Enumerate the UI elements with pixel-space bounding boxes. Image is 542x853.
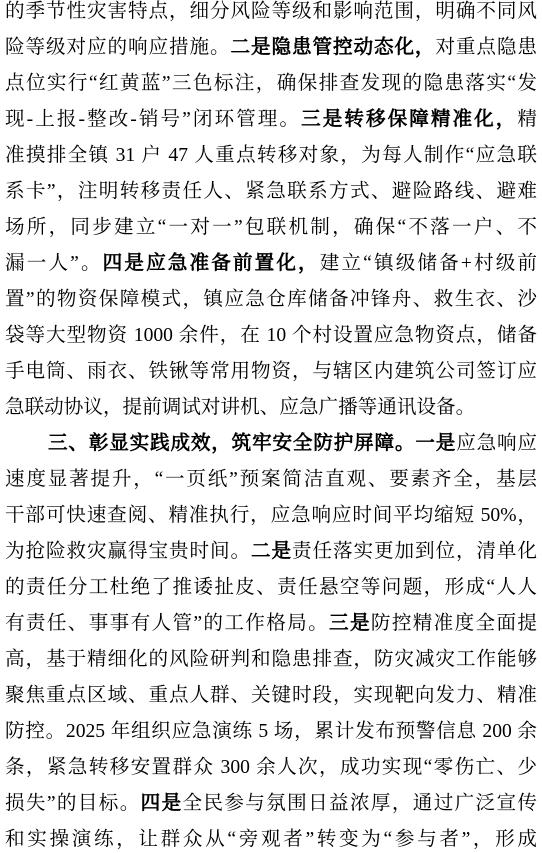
body-text: 点位实行“红黄蓝”三色标注，确保排查发现的隐患落实“发 xyxy=(5,73,537,94)
text-line xyxy=(5,288,537,312)
text-line xyxy=(5,36,537,60)
body-text: 和实操演练，让群众从“旁观者”转变为“参与者”，形成 xyxy=(5,829,537,850)
body-text: 对重点隐患 xyxy=(435,37,537,58)
text-line xyxy=(5,540,537,564)
body-text: 袋等大型物资 1000 余件，在 10 个村设置应急物资点，储备 xyxy=(5,325,537,346)
text-line xyxy=(5,252,537,276)
emphasis-text: 三是转移保障精准化， xyxy=(301,109,518,130)
text-line xyxy=(5,432,537,456)
text-line xyxy=(5,612,537,636)
body-text: 防控精准度全面提 xyxy=(370,613,537,634)
text-line xyxy=(5,648,537,672)
emphasis-text: 二是隐患管控动态化， xyxy=(230,37,436,58)
emphasis-text: 四是应急准备前置化， xyxy=(102,253,320,274)
text-line xyxy=(5,144,537,168)
body-text: 置”的物资保障模式，镇应急仓库储备冲锋舟、救生衣、沙 xyxy=(5,289,537,310)
body-text: 应急响应 xyxy=(456,433,537,454)
body-text: 场所，同步建立“一对一”包联机制，确保“不落一户、不 xyxy=(5,217,537,238)
text-line xyxy=(5,0,537,24)
body-text: 险等级对应的响应措施。 xyxy=(5,37,231,58)
section-heading: 三、彰显实践成效，筑牢安全防护屏障。 xyxy=(48,433,416,454)
emphasis-text: 二是 xyxy=(250,541,292,562)
body-text: 责任落实更加到位，清单化 xyxy=(291,541,537,562)
body-text: 手电筒、雨衣、铁锹等常用物资，与辖区内建筑公司签订应 xyxy=(5,361,537,382)
body-text: 系卡”，注明转移责任人、紧急联系方式、避险路线、避难 xyxy=(5,181,537,202)
body-text: 干部可快速查阅、精准执行，应急响应时间平均缩短 50%， xyxy=(5,505,537,526)
body-text: 防控。2025 年组织应急演练 5 场，累计发布预警信息 200 余 xyxy=(5,721,537,742)
text-line xyxy=(5,468,537,492)
text-line xyxy=(5,396,537,420)
body-text: 损失”的目标。 xyxy=(5,793,141,814)
body-text: 精 xyxy=(517,109,537,130)
paragraph xyxy=(5,432,537,852)
text-line xyxy=(5,720,537,744)
body-text: 全民参与氛围日益浓厚，通过广泛宣传 xyxy=(182,793,537,814)
text-line xyxy=(5,216,537,240)
text-line xyxy=(5,756,537,780)
body-text: 为抢险救灾赢得宝贵时间。 xyxy=(5,541,251,562)
emphasis-text: 四是 xyxy=(140,793,183,814)
emphasis-text: 三是 xyxy=(329,613,371,634)
body-text: 速度显著提升，“一页纸”预案简洁直观、要素齐全，基层 xyxy=(5,469,537,490)
text-line xyxy=(5,108,537,132)
text-line xyxy=(5,792,537,816)
body-text: 急联动协议，提前调试对讲机、应急广播等通讯设备。 xyxy=(5,397,476,418)
text-line xyxy=(5,828,537,852)
body-text: 建立“镇级储备+村级前 xyxy=(319,253,537,274)
body-text: 有责任、事事有人管”的工作格局。 xyxy=(5,613,330,634)
text-line xyxy=(5,360,537,384)
emphasis-text: 一是 xyxy=(415,433,457,454)
body-text: 准摸排全镇 31 户 47 人重点转移对象，为每人制作“应急联 xyxy=(5,145,537,166)
body-text: 现-上报-整改-销号”闭环管理。 xyxy=(5,109,302,130)
body-text: 的责任分工杜绝了推诿扯皮、责任悬空等问题，形成“人人 xyxy=(5,577,537,598)
paragraph xyxy=(5,0,537,420)
text-line xyxy=(5,576,537,600)
body-text: 高，基于精细化的风险研判和隐患排查，防灾减灾工作能够 xyxy=(5,649,537,670)
text-line xyxy=(5,684,537,708)
body-text: 的季节性灾害特点，细分风险等级和影响范围，明确不同风 xyxy=(5,1,537,22)
body-text: 漏一人”。 xyxy=(5,253,103,274)
body-text: 聚焦重点区域、重点人群、关键时段，实现靶向发力、精准 xyxy=(5,685,537,706)
text-line xyxy=(5,180,537,204)
text-line xyxy=(5,324,537,348)
text-line xyxy=(5,504,537,528)
text-line xyxy=(5,72,537,96)
body-text: 条，紧急转移安置群众 300 余人次，成功实现“零伤亡、少 xyxy=(5,757,537,778)
